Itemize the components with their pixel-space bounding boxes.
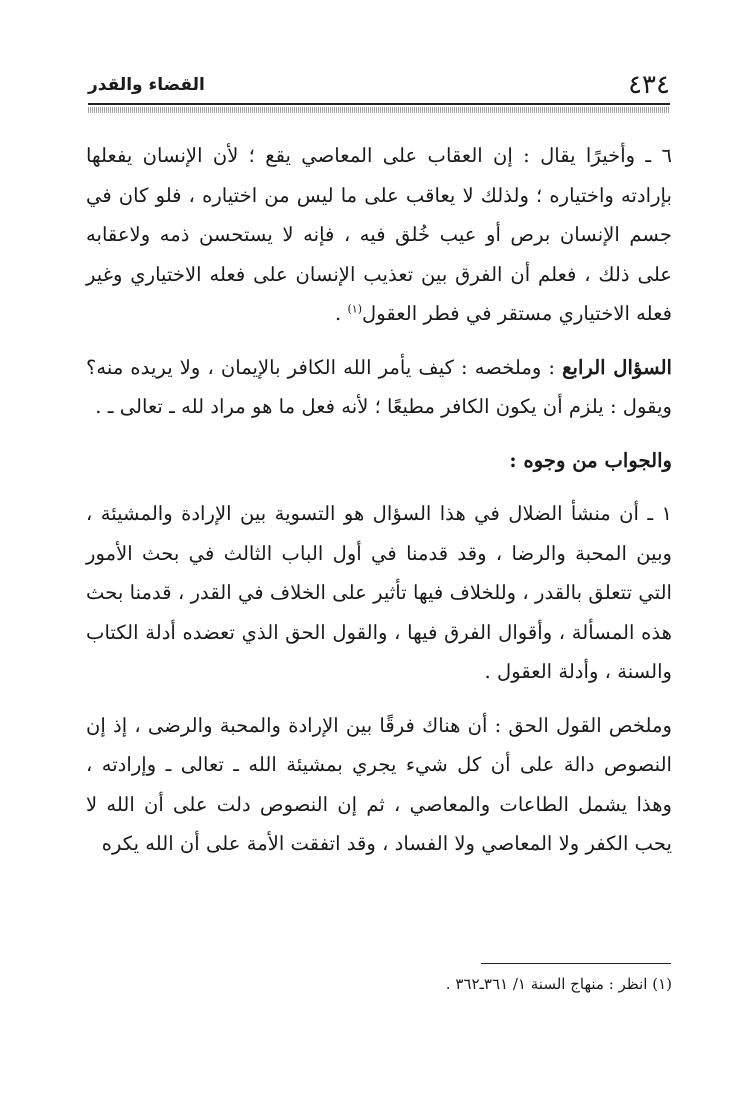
paragraph-2-text: : وملخصه : كيف يأمر الله الكافر بالإيمان ، ولا يريده منه؟ ويقول : يلزم أن يكون الكافر مطيعًا ؛ لأنه فعل ما هو مراد لله ـ تعالى ـ . bbox=[86, 355, 672, 418]
header-rule bbox=[88, 103, 670, 105]
page-header bbox=[88, 62, 670, 102]
footnote-rule bbox=[481, 963, 671, 964]
paragraph-4: وملخص القول الحق : أن هناك فرقًا بين الإرادة والمحبة والرضى ، إذ إن النصوص دالة على أن كل شيء يجري بمشيئة الله ـ تعالى ـ وإرادته ، وهذا يشمل الطاعات والمعاصي ، ثم إن النصوص دلت على أن الله لا يحب الكفر ولا المعاصي ولا الفساد ، وقد اتفقت الأمة على أن الله يكره bbox=[86, 713, 672, 855]
page-number: ٤٣٤ bbox=[628, 70, 670, 100]
paragraph-1 bbox=[86, 136, 672, 334]
footnote: (١) انظر : منهاج السنة ١/ ٣٦١ـ٣٦٢ . bbox=[445, 975, 672, 993]
paragraph-3: ١ ـ أن منشأ الضلال في هذا السؤال هو التسوية بين الإرادة والمشيئة ، وبين المحبة والرضا ، وقد قدمنا في أول الباب الثالث في بحث الأمور التي تتعلق بالقدر ، وللخلاف فيها تأثير على الخلاف في القدر ، قدمنا بحث هذه المسألة ، وأقوال الفرق فيها ، والقول الحق الذي تعضده أدلة الكتاب والسنة ، وأدلة العقول . bbox=[86, 502, 672, 683]
paragraph-1-text: ٦ ـ وأخيرًا يقال : إن العقاب على المعاصي يقع ؛ لأن الإنسان يفعلها بإرادته واختياره ؛ ولذلك لا يعاقب على ما ليس من اختياره ، فلو كان في جسم الإنسان برص أو عيب خُلق فيه ، فإنه لا يستحسن ذمه ولاعقابه على ذلك ، فعلم أن الفرق بين تعذيب الإنسان على فعله الاختياري وغير فعله الاختياري مستقر في فطر العقول bbox=[86, 144, 672, 325]
footnote-reference[interactable]: (١) bbox=[347, 302, 363, 316]
question-heading: السؤال الرابع bbox=[562, 355, 672, 379]
running-title: القضاء والقدر bbox=[88, 75, 205, 95]
body-text bbox=[86, 136, 672, 864]
paragraph-1-end: . bbox=[335, 302, 348, 325]
header-rule-pattern bbox=[88, 107, 670, 113]
answer-heading: والجواب من وجوه : bbox=[509, 448, 672, 472]
paragraph-2 bbox=[86, 348, 672, 427]
